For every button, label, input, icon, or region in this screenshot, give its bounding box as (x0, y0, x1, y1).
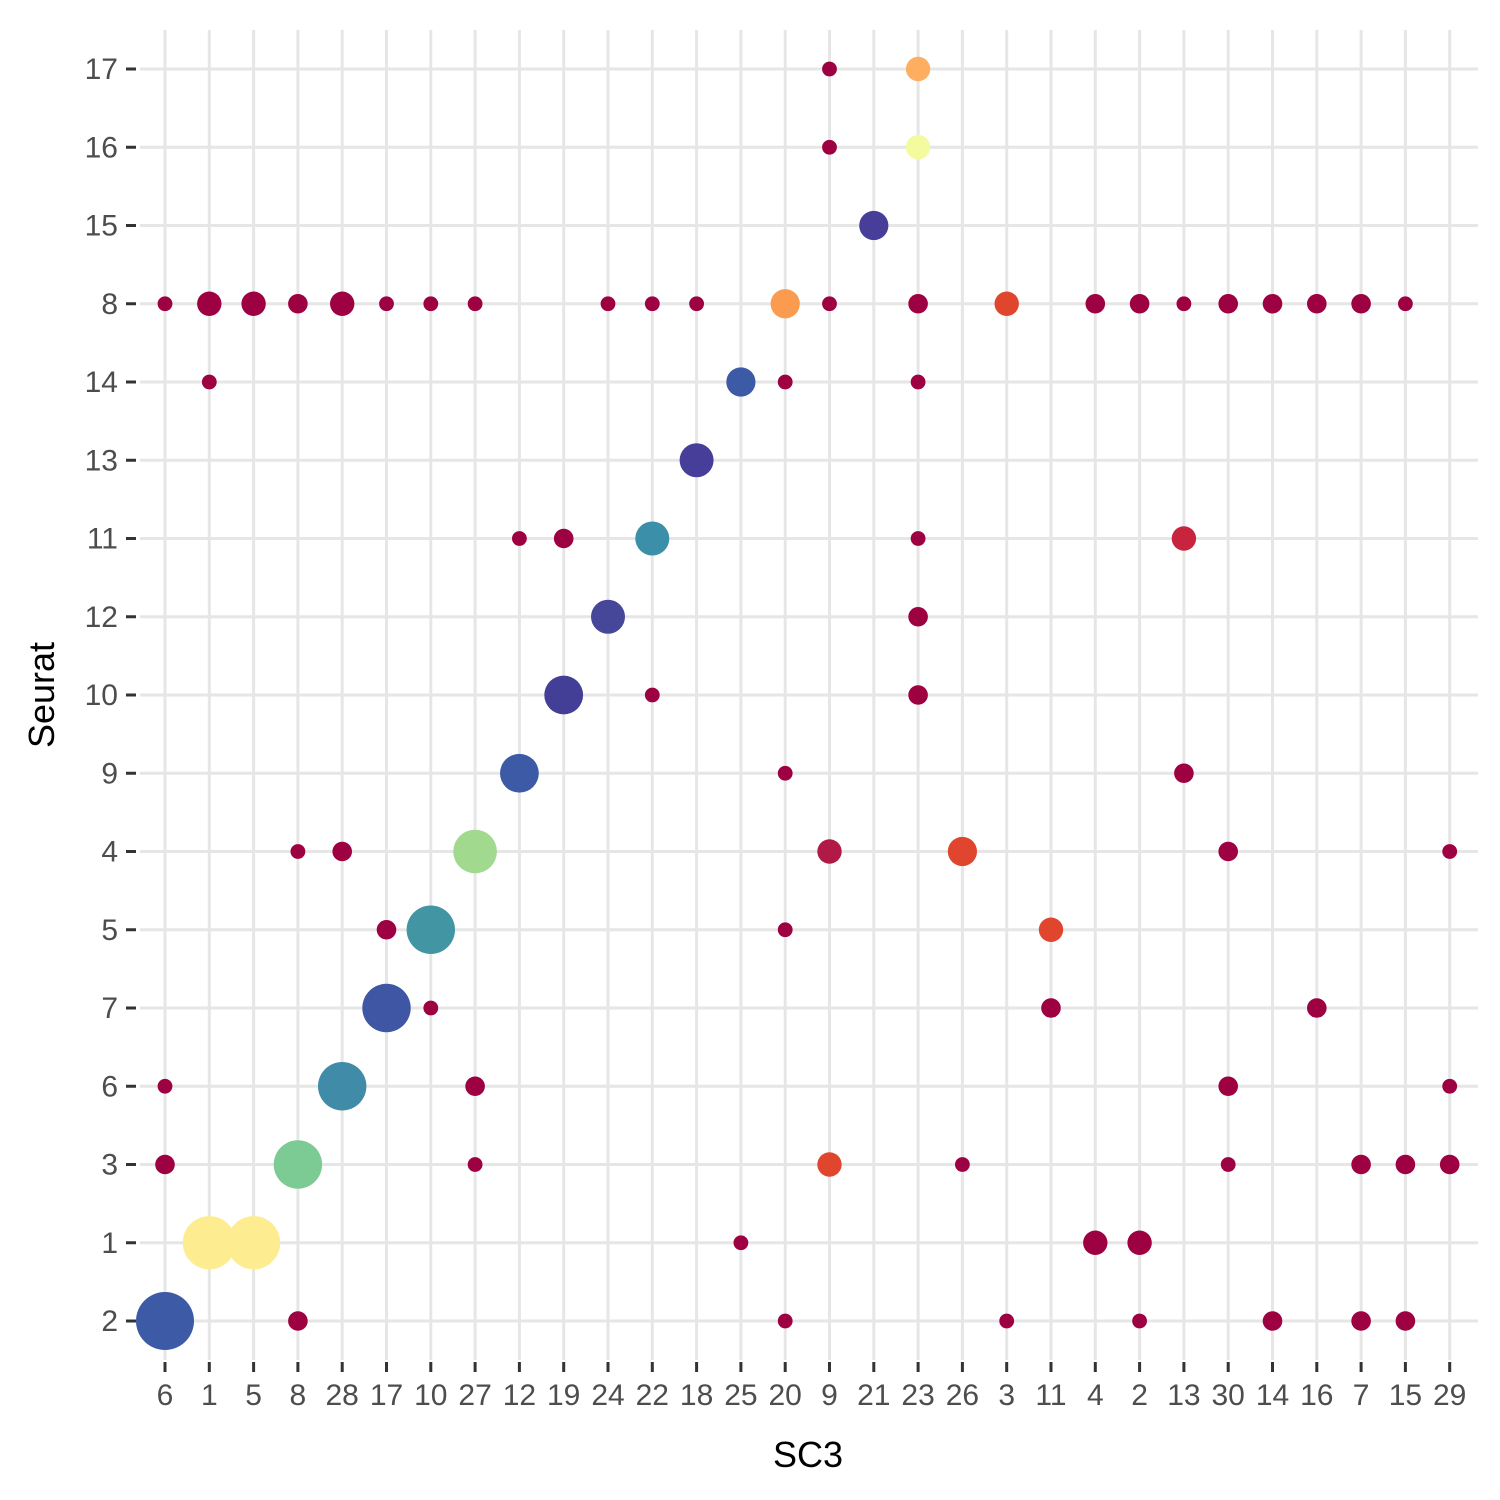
data-point (1263, 1311, 1283, 1331)
data-point (689, 296, 704, 311)
data-point (1127, 1231, 1151, 1255)
x-tick-label: 23 (901, 1379, 935, 1412)
x-tick-label: 15 (1388, 1379, 1423, 1412)
data-point (1263, 294, 1283, 314)
data-point (591, 600, 625, 634)
y-tick-label: 6 (101, 1070, 118, 1104)
data-point (778, 766, 793, 781)
data-point (1174, 763, 1194, 783)
data-point (822, 140, 837, 155)
data-point (1307, 998, 1327, 1018)
x-tick-label: 18 (679, 1379, 714, 1412)
data-point (911, 375, 926, 390)
y-tick-label: 13 (84, 444, 118, 478)
data-points (136, 57, 1459, 1350)
x-tick-label: 16 (1300, 1379, 1334, 1412)
data-point (778, 1314, 793, 1329)
data-point (680, 443, 714, 477)
data-point (1307, 294, 1327, 314)
data-point (1221, 1157, 1236, 1172)
x-tick-label: 14 (1255, 1379, 1290, 1412)
data-point (645, 296, 660, 311)
data-point (778, 922, 793, 937)
data-point (512, 531, 527, 546)
y-tick-label: 16 (84, 131, 118, 165)
data-point (908, 607, 928, 627)
data-point (995, 292, 1019, 316)
data-point (274, 1140, 322, 1188)
data-point (822, 296, 837, 311)
data-point (1218, 842, 1238, 862)
data-point (1083, 1231, 1107, 1255)
x-tick-label: 11 (1035, 1379, 1067, 1412)
x-tick-label: 19 (547, 1379, 581, 1412)
x-tick-label: 29 (1433, 1379, 1467, 1412)
x-tick-label: 8 (289, 1379, 307, 1412)
data-point (468, 1157, 483, 1172)
data-point (1351, 1311, 1371, 1331)
data-point (906, 57, 930, 81)
data-point (999, 1314, 1014, 1329)
data-point (906, 135, 930, 159)
data-point (423, 296, 438, 311)
x-tick-label: 25 (724, 1379, 758, 1412)
y-tick-label: 14 (84, 366, 118, 399)
data-point (500, 754, 539, 793)
x-tick-label: 5 (245, 1379, 262, 1412)
data-point (645, 688, 660, 703)
data-point (1396, 1155, 1416, 1175)
x-tick-label: 3 (998, 1379, 1016, 1412)
data-point (465, 1076, 485, 1096)
x-tick-label: 24 (591, 1379, 625, 1412)
data-point (955, 1157, 970, 1172)
data-point (734, 1235, 749, 1250)
data-point (197, 292, 221, 316)
data-point (1396, 1311, 1416, 1331)
data-point (635, 522, 669, 556)
data-point (778, 375, 793, 390)
data-point (377, 920, 397, 940)
data-point (158, 296, 173, 311)
data-point (288, 294, 308, 314)
data-point (908, 294, 928, 314)
data-point (1177, 296, 1192, 311)
data-point (332, 842, 352, 862)
x-tick-label: 4 (1086, 1379, 1104, 1412)
data-point (202, 375, 217, 390)
x-tick-label: 2 (1131, 1379, 1148, 1412)
data-point (453, 830, 497, 874)
x-tick-label: 13 (1167, 1379, 1201, 1412)
data-point (817, 839, 841, 863)
x-tick-label: 1 (200, 1379, 218, 1412)
y-tick-label: 15 (84, 209, 118, 243)
data-point (726, 367, 755, 396)
data-point (1172, 526, 1196, 550)
x-tick-label: 28 (325, 1379, 359, 1412)
y-tick-label: 1 (101, 1226, 118, 1260)
data-point (288, 1311, 308, 1331)
data-point (136, 1292, 194, 1350)
x-tick-label: 12 (502, 1379, 537, 1412)
x-tick-label: 20 (768, 1379, 802, 1412)
y-tick-label: 11 (86, 522, 118, 556)
data-point (948, 837, 977, 866)
data-point (1039, 918, 1063, 942)
data-point (1442, 1079, 1457, 1094)
data-point (1218, 1076, 1238, 1096)
data-point (468, 296, 483, 311)
data-point (1130, 294, 1150, 314)
data-point (817, 1152, 841, 1176)
data-point (554, 529, 574, 549)
data-point (1132, 1314, 1147, 1329)
data-point (601, 296, 616, 311)
data-point (318, 1062, 366, 1110)
data-point (1398, 296, 1413, 311)
x-tick-label: 22 (635, 1379, 669, 1412)
data-point (330, 292, 354, 316)
y-tick-label: 8 (101, 287, 118, 321)
y-axis (85, 53, 136, 1338)
data-point (158, 1079, 173, 1094)
y-tick-label: 10 (84, 679, 118, 712)
data-point (362, 984, 410, 1032)
y-tick-label: 12 (84, 600, 118, 634)
y-axis-title: Seurat (21, 641, 62, 749)
data-point (1442, 844, 1457, 859)
data-point (1041, 998, 1061, 1018)
x-axis-title: SC3 (772, 1434, 844, 1475)
x-tick-label: 27 (458, 1379, 492, 1412)
y-tick-label: 2 (101, 1305, 118, 1338)
y-tick-label: 3 (101, 1148, 118, 1182)
data-point (379, 296, 394, 311)
data-point (291, 844, 306, 859)
data-point (1351, 294, 1371, 314)
data-point (908, 685, 928, 705)
y-tick-label: 5 (101, 913, 118, 947)
x-tick-label: 26 (945, 1379, 980, 1412)
x-tick-label: 6 (156, 1379, 174, 1412)
data-point (241, 292, 265, 316)
x-tick-label: 21 (857, 1379, 891, 1412)
data-point (771, 289, 800, 318)
x-tick-label: 10 (414, 1379, 448, 1412)
data-point (1218, 294, 1238, 314)
data-point (1440, 1155, 1460, 1175)
data-point (227, 1216, 280, 1269)
y-tick-label: 9 (101, 757, 118, 791)
x-axis (157, 1362, 1467, 1412)
grid (140, 30, 1478, 1360)
data-point (1086, 294, 1106, 314)
x-tick-label: 30 (1211, 1379, 1245, 1412)
x-tick-label: 9 (821, 1379, 838, 1412)
data-point (423, 1001, 438, 1016)
y-tick-label: 17 (84, 53, 118, 86)
x-tick-label: 7 (1352, 1379, 1370, 1412)
data-point (407, 906, 455, 954)
data-point (859, 211, 888, 240)
data-point (911, 531, 926, 546)
y-tick-label: 4 (101, 835, 118, 869)
data-point (155, 1155, 175, 1175)
data-point (544, 676, 583, 715)
y-tick-label: 7 (101, 992, 118, 1025)
data-point (1351, 1155, 1371, 1175)
data-point (822, 62, 837, 77)
x-tick-label: 17 (369, 1379, 404, 1412)
